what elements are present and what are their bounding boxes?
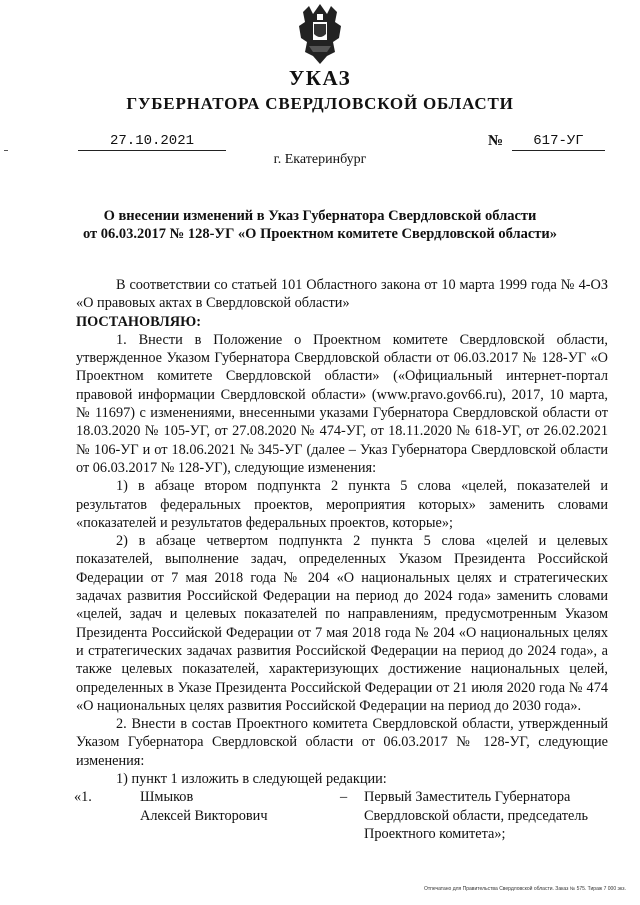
paragraph-2-item-1: 1) пункт 1 изложить в следующей редакции:: [116, 771, 387, 788]
subject-line-2: от 06.03.2017 № 128-УГ «О Проектном комитете Свердловской области»: [82, 226, 558, 242]
member-name: [140, 788, 280, 825]
paragraph-1: 1. Внести в Положение о Проектном комитете Свердловской области, утвержденное Указом Губернатора Свердловской области от 06.03.2017 № 128-УГ «О Проектном комитете Свердловской области» («Официальный интернет-портал правовой информации Свердловской области» (www.pravo.gov66.ru), 2017, 10 марта, № 11697) с изменениями, внесенными указами Губернатора Свердловской области от 18.03.2020 № 105-УГ, от 27.08.2020 № 474-УГ, от 18.11.2020 № 618-УГ, от 26.02.2021 № 106-УГ и от 18.06.2021 № 345-УГ (далее – Указ Губернатора Свердловской области от 06.03.2017 № 128-УГ), следующие изменения:: [76, 331, 608, 476]
document-subtitle: ГУБЕРНАТОРА СВЕРДЛОВСКОЙ ОБЛАСТИ: [126, 94, 514, 113]
coat-of-arms-icon: [295, 4, 345, 64]
document-date: 27.10.2021: [78, 133, 226, 151]
document-title: УКАЗ: [288, 66, 352, 90]
decree-word: ПОСТАНОВЛЯЮ:: [76, 313, 201, 330]
list-item-number: «1.: [74, 789, 92, 806]
paragraph-1-item-1: 1) в абзаце втором подпункта 2 пункта 5 слова «целей, показателей и результатов федеральных проектов, мероприятия которых» заменить словами «показателей и результатов федеральных проектов, которые»;: [76, 478, 608, 531]
member-surname: Шмыков: [140, 789, 194, 806]
document-subject: [60, 207, 580, 243]
print-footer: Отпечатано для Правительства Свердловской области. Заказ № 575. Тираж 7 000 экз.: [424, 886, 626, 892]
city-line: г. Екатеринбург: [273, 152, 367, 167]
preamble-paragraph: В соответствии со статьей 101 Областного закона от 10 марта 1999 года № 4-ОЗ «О правовых актах в Свердловской области»: [76, 277, 608, 312]
member-given-names: Алексей Викторович: [140, 807, 268, 824]
list-dash: –: [340, 789, 348, 806]
member-role: Первый Заместитель Губернатора Свердловской области, председатель Проектного комитета»;: [364, 789, 589, 842]
committee-member-row: [76, 788, 608, 842]
margin-mark: [4, 150, 8, 151]
document-number: 617-УГ: [512, 133, 605, 151]
paragraph-2: 2. Внести в состав Проектного комитета Свердловской области, утвержденный Указом Губернатора Свердловской области от 06.03.2017 № 128-УГ, следующие изменения:: [76, 716, 608, 769]
number-label: №: [488, 133, 504, 149]
paragraph-1-item-2: 2) в абзаце четвертом подпункта 2 пункта 5 слова «целей и целевых показателей, выполнение задач, определенных Указом Президента Российской Федерации от 7 мая 2018 года № 204 «О национальных целях и стратегических задачах развития Российской Федерации на период до 2024 года» заменить словами «целей, задач и целевых показателей по направлениям, предусмотренным Указом Президента Российской Федерации от 7 мая 2018 года № 204 «О национальных целях и стратегических задачах развития Российской Федерации на период до 2024 года», а также целевых показателей, характеризующих достижение национальных целей, определенных в Указе Президента Российской Федерации от 21 июля 2020 года № 474 «О национальных целях развития Российской Федерации на период до 2030 года».: [76, 533, 608, 714]
subject-line-1: О внесении изменений в Указ Губернатора Свердловской области: [103, 208, 537, 224]
document-body: [76, 276, 608, 842]
